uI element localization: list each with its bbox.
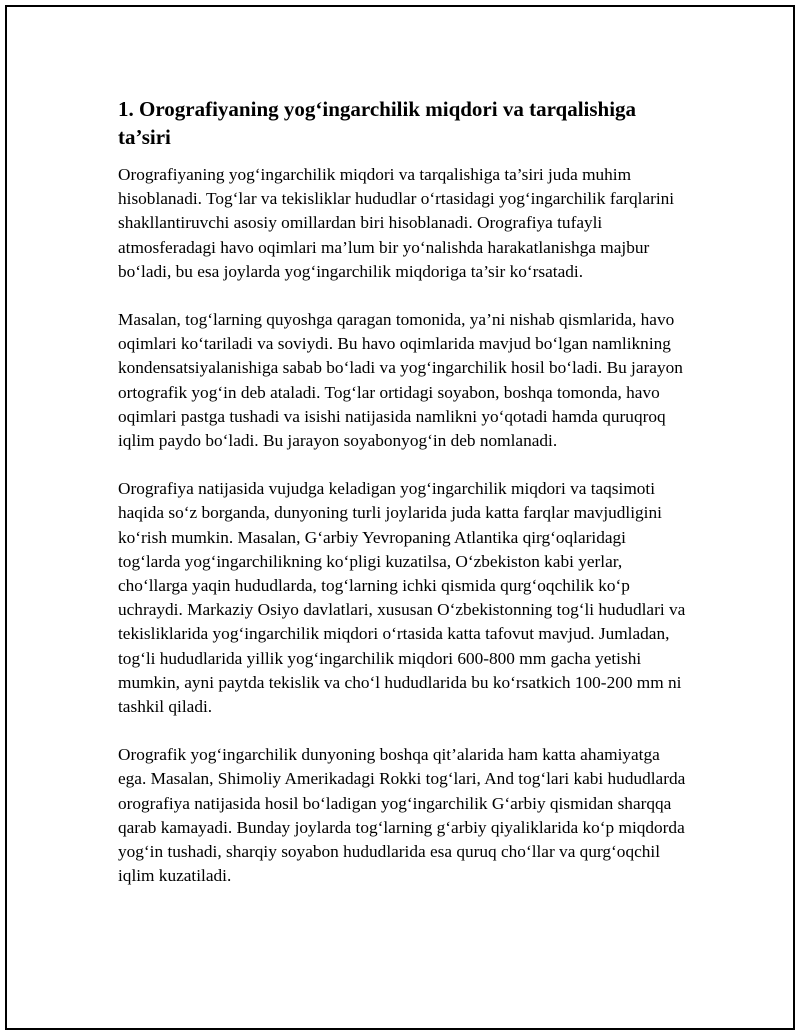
paragraph-2: Masalan, tog‘larning quyoshga qaragan tomonida, ya’ni nishab qismlarida, havo oqimlari ko‘tariladi va soviydi. Bu havo oqimlarida mavjud bo‘lgan namlikning kondensatsiyalanishiga sabab bo‘ladi va yog‘ingarchilik hosil bo‘ladi. Bu jarayon ortografik yog‘in deb ataladi. Tog‘lar ortidagi soyabon, boshqa tomonda, havo oqimlari pastga tushadi va isishi natijasida namlikni yo‘qotadi hamda quruqroq iqlim paydo bo‘ladi. Bu jarayon soyabonyog‘in deb nomlanadi.: [118, 310, 683, 451]
document-body: [118, 95, 688, 912]
paragraph-3: Orografiya natijasida vujudga keladigan yog‘ingarchilik miqdori va taqsimoti haqida so‘z borganda, dunyoning turli joylarida juda katta farqlar mavjudligini ko‘rish mumkin. Masalan, G‘arbiy Yevropaning Atlantika qirg‘oqlaridagi tog‘larda yog‘ingarchilikning ko‘pligi kuzatilsa, O‘zbekiston kabi yerlar, cho‘llarga yaqin hududlarda, tog‘larning ichki qismida qurg‘oqchilik ko‘p uchraydi. Markaziy Osiyo davlatlari, xususan O‘zbekistonning tog‘li hududlari va tekisliklarida yog‘ingarchilik miqdori o‘rtasida katta tafovut mavjud. Jumladan, tog‘li hududlarida yillik yog‘ingarchilik miqdori 600-800 mm gacha yetishi mumkin, ayni paytda tekislik va cho‘l hududlarida bu ko‘rsatkich 100-200 mm ni tashkil qiladi.: [118, 479, 686, 717]
paragraph-4: Orografik yog‘ingarchilik dunyoning boshqa qit’alarida ham katta ahamiyatga ega. Masalan, Shimoliy Amerikadagi Rokki tog‘lari, And tog‘lari kabi hududlarda orografiya natijasida hosil bo‘ladigan yog‘ingarchilik G‘arbiy qismidan sharqqa qarab kamayadi. Bunday joylarda tog‘larning g‘arbiy qiyaliklarida ko‘p miqdorda yog‘in tushadi, sharqiy soyabon hududlarida esa quruq cho‘llar va qurg‘oqchil iqlim kuzatiladi.: [118, 745, 686, 886]
section-heading: 1. Orografiyaning yog‘ingarchilik miqdori va tarqalishiga ta’siri: [118, 97, 637, 149]
paragraph-1: Orografiyaning yog‘ingarchilik miqdori va tarqalishiga ta’siri juda muhim hisoblanadi. Tog‘lar va tekisliklar hududlar o‘rtasidagi yog‘ingarchilik farqlarini shakllantiruvchi asosiy omillardan biri hisoblanadi. Orografiya tufayli atmosferadagi havo oqimlari ma’lum bir yo‘nalishda harakatlanishga majbur bo‘ladi, bu esa joylarda yog‘ingarchilik miqdoriga ta’sir ko‘rsatadi.: [118, 165, 675, 281]
